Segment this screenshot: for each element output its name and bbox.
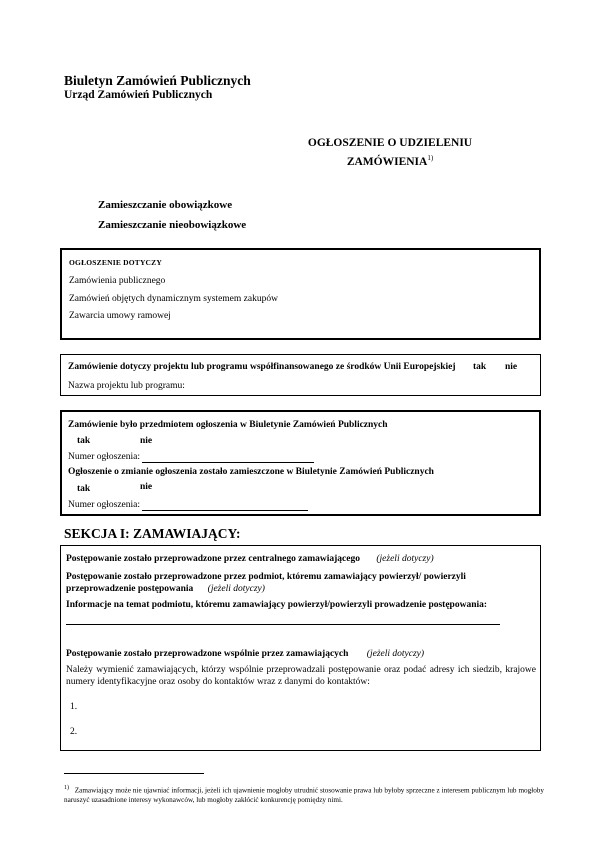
option-public-procurement[interactable]: Zamówienia publicznego <box>69 276 166 286</box>
placement-optional-option[interactable]: Zamieszczanie nieobowiązkowe <box>98 219 247 231</box>
section-1-title: SEKCJA I: ZAMAWIAJĄCY: <box>64 526 241 541</box>
placement-mandatory-option[interactable]: Zamieszczanie obowiązkowe <box>98 199 233 211</box>
bzp-number-row <box>68 451 314 463</box>
joint-procurement-row <box>66 648 424 660</box>
joint-procurement-option[interactable]: Postępowanie zostało przeprowadzone wspólnie przez zamawiających <box>66 649 349 659</box>
joint-item-2[interactable]: 2. <box>70 727 78 737</box>
section-1-box <box>60 545 541 751</box>
central-purchaser-row <box>66 553 434 565</box>
eu-funding-question: Zamówienie dotyczy projektu lub programu współfinansowanego ze środków Unii Europejskiej <box>68 362 456 372</box>
joint-if-applicable: (jeżeli dotyczy) <box>366 649 425 659</box>
notice-concerns-heading: OGŁOSZENIE DOTYCZY <box>69 258 162 267</box>
delegated-option-line1[interactable]: Postępowanie zostało przeprowadzone przez podmiot, któremu zamawiający powierzył/ powierzyli <box>66 572 466 582</box>
change-yes-option[interactable]: tak <box>77 484 91 494</box>
central-purchaser-option[interactable]: Postępowanie zostało przeprowadzone przez centralnego zamawiającego <box>66 554 360 564</box>
notice-title-line1: OGŁOSZENIE O UDZIELENIU <box>307 137 473 149</box>
delegated-row <box>66 583 265 595</box>
notice-title-line2: ZAMÓWIENIA$^{1)}$ <box>346 154 434 168</box>
joint-instruction: Należy wymienić zamawiających, którzy wspólnie przeprowadzali postępowanie oraz podać adresy ich siedzib, krajowe numery identyfikacyjne oraz osoby do kontaktów wraz z danymi do kontaktów: <box>66 665 536 687</box>
change-notice-question: Ogłoszenie o zmianie ogłoszenia zostało zamieszczone w Biuletynie Zamówień Publicznych <box>68 467 434 477</box>
bzp-question: Zamówienie było przedmiotem ogłoszenia w Biuletynie Zamówień Publicznych <box>68 420 388 430</box>
change-no-option[interactable]: nie <box>140 482 153 492</box>
delegated-if-applicable: (jeżeli dotyczy) <box>207 584 265 594</box>
option-dynamic-purchasing[interactable]: Zamówień objętych dynamicznym systemem zakupów <box>69 294 278 304</box>
eu-funding-no-option[interactable]: nie <box>505 362 518 372</box>
change-number-field[interactable] <box>142 501 308 511</box>
publisher-name: Urząd Zamówień Publicznych <box>64 89 213 101</box>
delegated-info-line[interactable] <box>66 624 500 625</box>
delegated-info-label: Informacje na temat podmiotu, któremu zamawiający powierzył/powierzyli prowadzenie postępowania: <box>66 600 488 610</box>
joint-item-1[interactable]: 1. <box>70 702 78 712</box>
bzp-number-label: Numer ogłoszenia: <box>68 452 141 462</box>
bzp-number-field[interactable] <box>142 453 314 463</box>
change-number-row <box>68 499 308 511</box>
bzp-no-option[interactable]: nie <box>140 436 153 446</box>
delegated-option-line2[interactable]: przeprowadzenie postępowania <box>66 584 194 594</box>
change-number-label: Numer ogłoszenia: <box>68 500 141 510</box>
option-framework-agreement[interactable]: Zawarcia umowy ramowej <box>69 311 171 321</box>
eu-funding-box <box>60 354 541 396</box>
central-if-applicable: (jeżeli dotyczy) <box>376 554 434 564</box>
bzp-yes-option[interactable]: tak <box>77 436 91 446</box>
footnote-separator <box>64 773 204 774</box>
footnote <box>64 783 544 805</box>
footnote-ref: 1) <box>427 154 434 162</box>
footnote-text: Zamawiający może nie ujawniać informacji, jeżeli ich ujawnienie mogłoby utrudnić stosowanie prawa lub byłoby sprzeczne z interesem publicznym lub mogłoby naruszyć uzasadnione interesy wykonawców, lub mogłoby zakłócić konkurencję pomiędzy nimi. <box>64 786 544 805</box>
eu-funding-yes-option[interactable]: tak <box>473 362 487 372</box>
project-name-label: Nazwa projektu lub programu: <box>68 381 185 391</box>
bzp-publication-box <box>60 410 541 516</box>
notice-concerns-box <box>60 248 541 340</box>
publication-title: Biuletyn Zamówień Publicznych <box>64 73 251 88</box>
notice-title <box>290 136 490 170</box>
footnote-mark: 1) <box>64 785 69 791</box>
